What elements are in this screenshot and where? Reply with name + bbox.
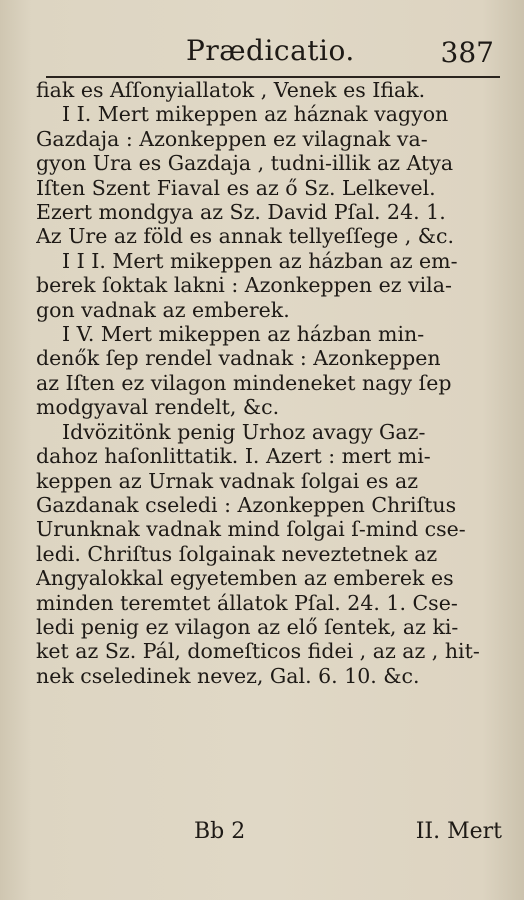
text-line: nek cseledinek nevez, Gal. 6. 10. &c.: [36, 663, 420, 688]
text-line: denők ſep rendel vadnak : Azonkeppen: [36, 346, 441, 371]
page-header: [36, 34, 500, 74]
text-line: Gazdanak cseledi : Azonkeppen Chriſtus: [36, 492, 457, 517]
text-line: dahoz haſonlittatik. I. Azert : mert mi-: [36, 444, 431, 469]
text-line: ket az Sz. Pál, domeſticos fidei , az az , hit-: [36, 639, 480, 664]
running-title: Prædicatio.: [186, 34, 355, 67]
text-line: Idvözitönk penig Urhoz avagy Gaz-: [62, 419, 426, 444]
sermon-text: [36, 78, 504, 688]
text-line: ledi. Chriſtus ſolgainak neveztetnek az: [36, 541, 438, 566]
text-line: az Iſten ez vilagon mindeneket nagy ſep: [36, 370, 452, 395]
catchword: II. Mert: [415, 819, 502, 844]
text-line: keppen az Urnak vadnak ſolgai es az: [36, 468, 419, 493]
text-line: I V. Mert mikeppen az házban min-: [62, 322, 425, 347]
text-line: I I. Mert mikeppen az háznak vagyon: [62, 102, 449, 127]
text-line: Gazdaja : Azonkeppen ez vilagnak va-: [36, 126, 428, 151]
text-line: Angyalokkal egyetemben az emberek es: [36, 566, 454, 591]
text-line: minden teremtet állatok Pſal. 24. 1. Cse-: [36, 590, 458, 615]
text-line: Iſten Szent Fiaval es az ő Sz. Lelkevel.: [36, 175, 436, 200]
text-line: Az Ure az föld es annak tellyeſſege , &c.: [36, 224, 455, 249]
signature-mark: Bb 2: [194, 819, 246, 844]
text-line: Urunknak vadnak mind ſolgai ſ-mind cse-: [36, 517, 466, 542]
text-line: Ezert mondgya az Sz. David Pſal. 24. 1.: [36, 200, 446, 225]
text-line: gyon Ura es Gazdaja , tudni-illik az Atya: [36, 151, 454, 176]
text-line: fiak es Aſſonyiallatok , Venek es Ifiak.: [36, 78, 426, 102]
page-number: 387: [440, 36, 494, 69]
text-line: berek ſoktak lakni : Azonkeppen ez vila-: [36, 273, 452, 298]
page-footer: [36, 819, 502, 849]
text-line: gon vadnak az emberek.: [36, 297, 290, 322]
text-line: ledi penig ez vilagon az elő ſentek, az ki-: [36, 614, 459, 639]
text-line: I I I. Mert mikeppen az házban az em-: [62, 248, 458, 273]
text-line: modgyaval rendelt, &c.: [36, 395, 280, 420]
